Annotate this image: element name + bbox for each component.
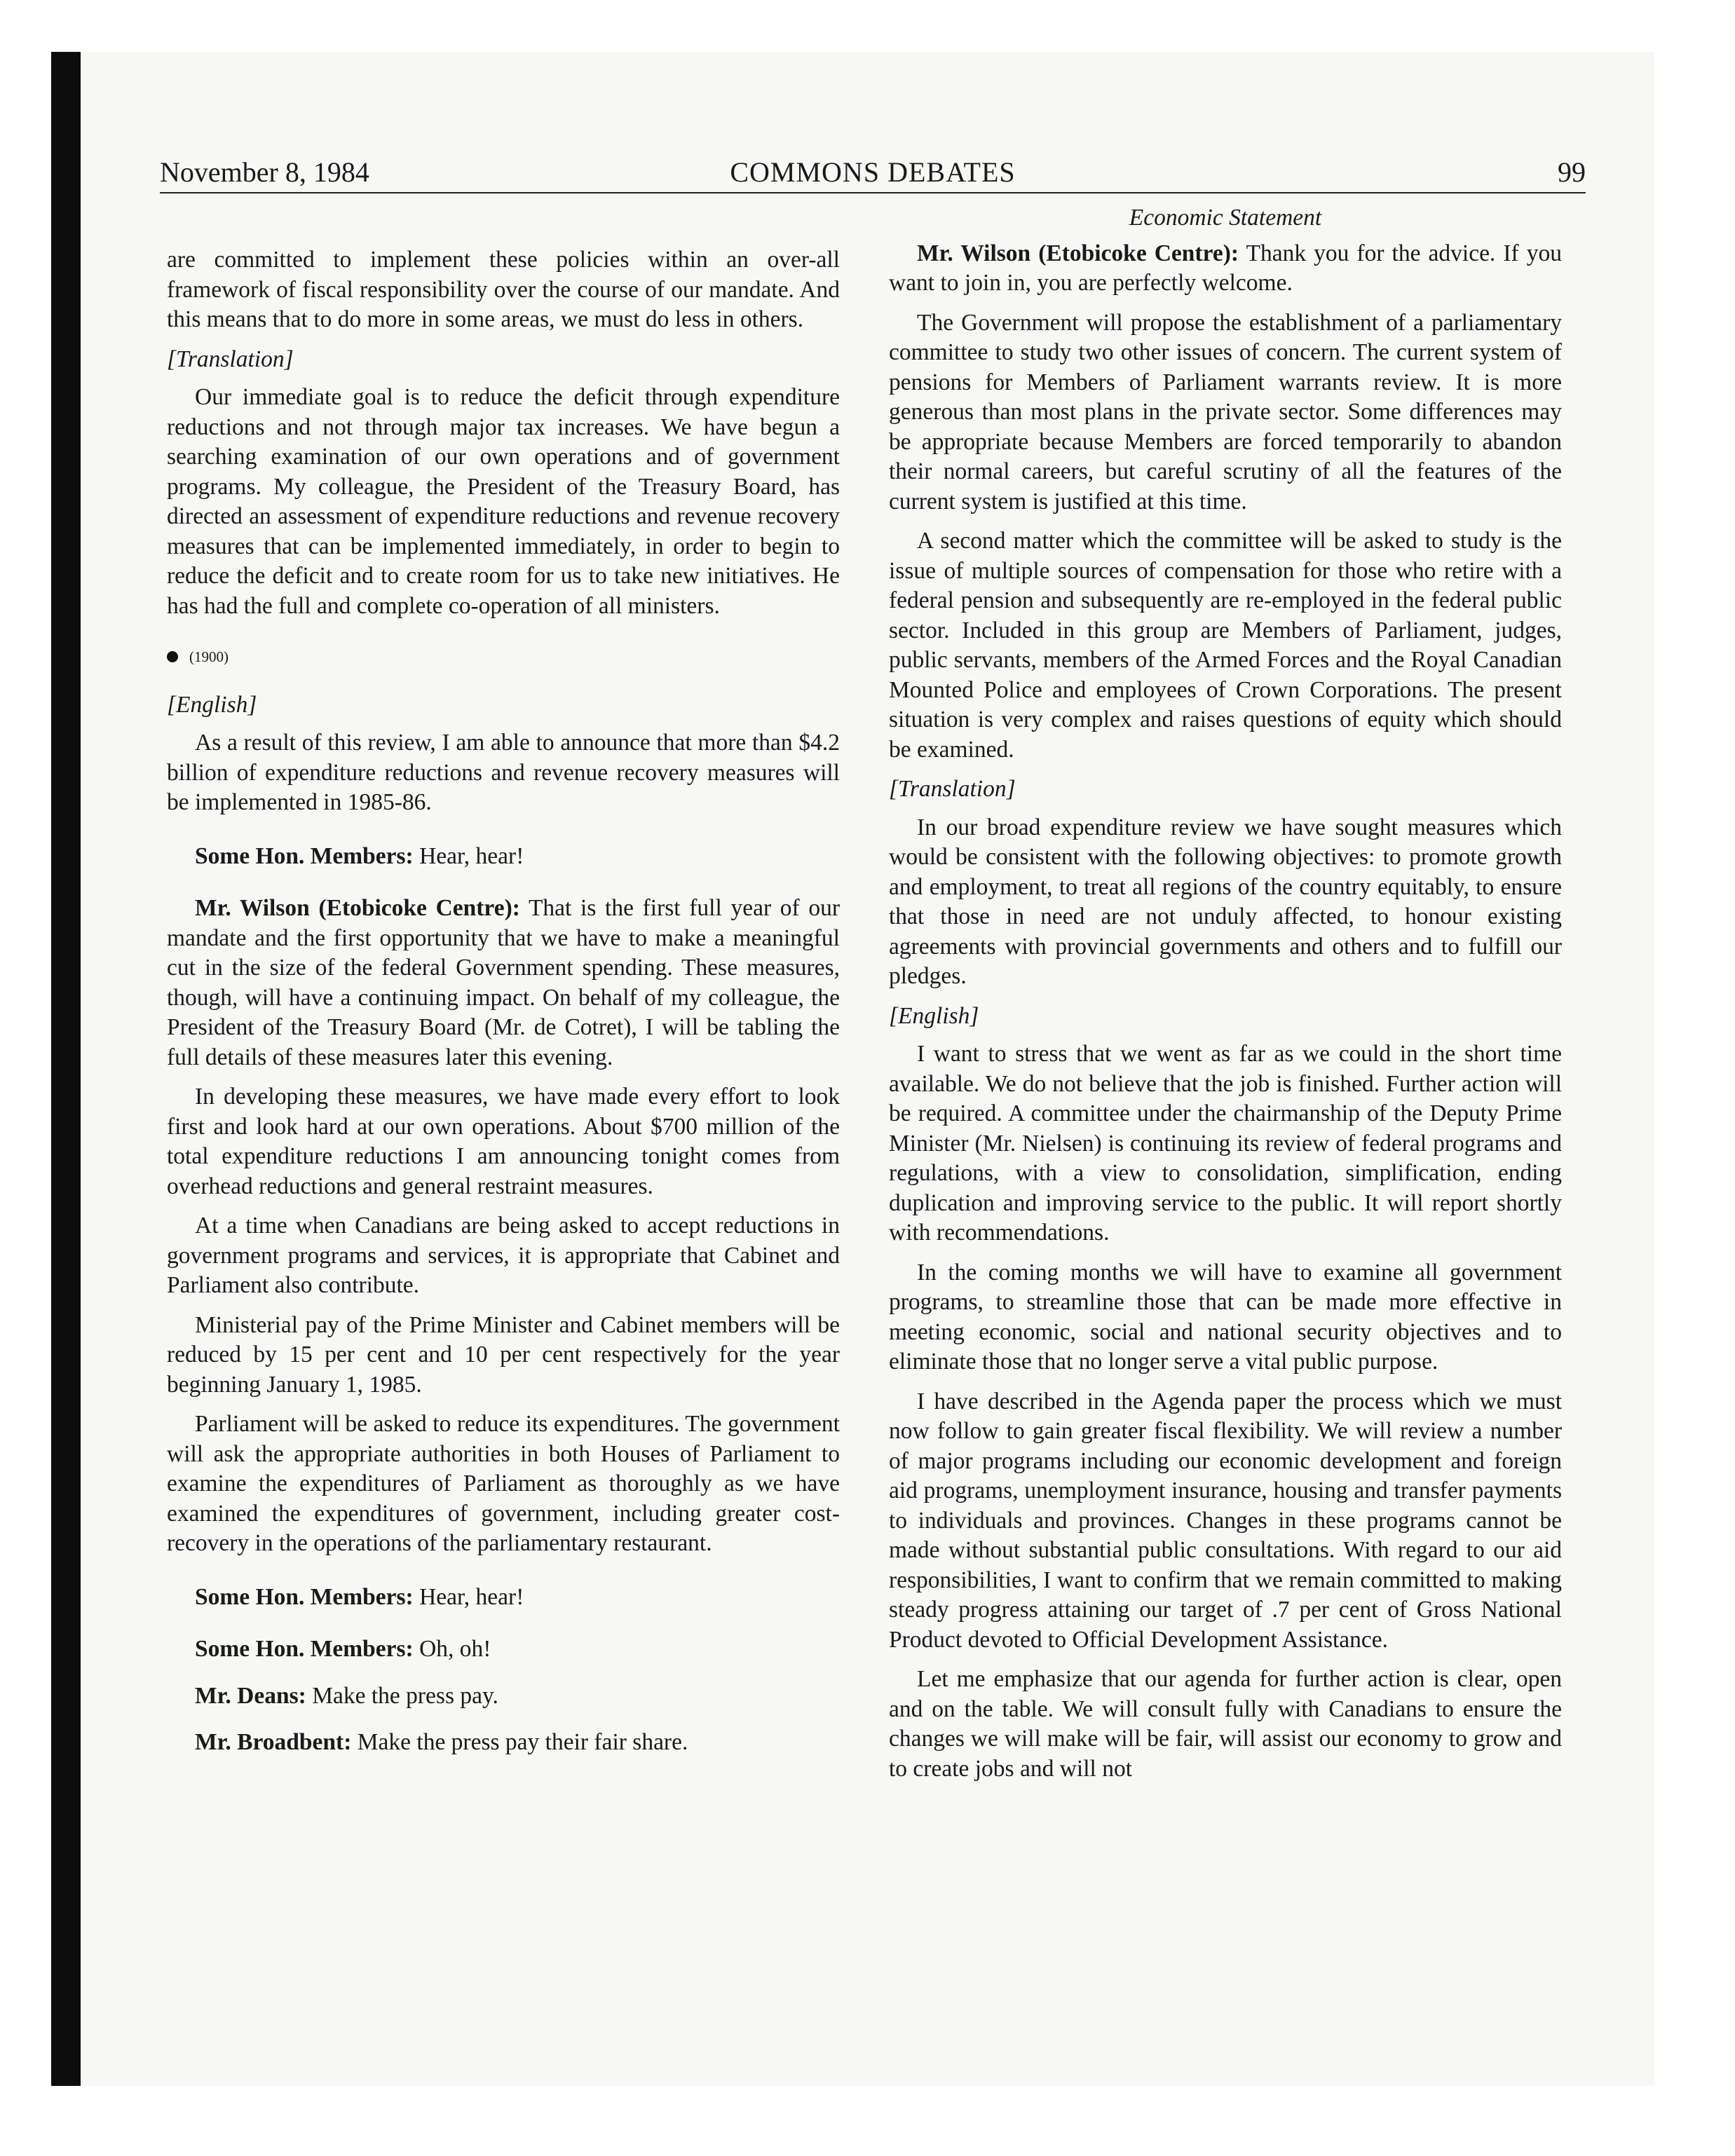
speech [167,894,840,1072]
paragraph: I have described in the Agenda paper the process which we must now follow to gain greater fiscal flexibility. We will review a number of major programs including our economic development and foreign aid programs, unemployment insurance, housing and transfer payments to individuals and provinces. Changes in these programs cannot be made without substantial public consultations. With regard to our aid responsibilities, I want to confirm that we remain committed to making steady progress attaining our target of .7 per cent of Gross National Product devoted to Official Development Assistance. [889,1388,1562,1653]
paragraph: Parliament will be asked to reduce its expenditures. The government will ask the appropriate authorities in both Houses of Parliament to examine the expenditures of Parliament as thoroughly as we have examined the expenditures of government, including greater cost-recovery in the operations of the parliamentary restaurant. [167,1411,840,1556]
paragraph: In developing these measures, we have made every effort to look first and look hard at our own operations. About $700 million of the total expenditure reductions I am announcing tonight comes from overhead reductions and general restraint measures. [167,1084,840,1199]
speaker-name: Mr. Broadbent: [195,1729,352,1755]
header-page-number: 99 [1558,156,1586,188]
speaker-name: Some Hon. Members: [195,1583,414,1610]
paragraph: As a result of this review, I am able to announce that more than $4.2 billion of expenditure reductions and revenue recovery measures will be implemented in 1985-86. [167,730,840,815]
paragraph: Let me emphasize that our agenda for further action is clear, open and on the table. We will consult fully with Canadians to ensure the changes we will make will be fair, will assist our economy to grow and to create jobs and will not [889,1666,1562,1782]
speech-text: Hear, hear! [413,1583,524,1610]
bullet-icon [167,651,178,662]
timestamp-marker [167,642,840,672]
paragraph: I want to stress that we went as far as we could in the short time available. We do not believe that the job is finished. Further action will be required. A committee under the chairmanship of the Deputy Prime Minister (Mr. Nielsen) is continuing its review of federal programs and regulations, with a view to consolidation, simplification, ending duplication and improving service to the public. It will report shortly with recommendations. [889,1041,1562,1246]
interjection [167,1583,840,1613]
right-column [889,203,1562,1794]
paragraph: In the coming months we will have to examine all government programs, to streamline those that can be made more effective in meeting economic, social and national security objectives and to eliminate those that no longer serve a vital public purpose. [889,1259,1562,1374]
language-rubric: [Translation] [889,776,1016,802]
speech-text: Oh, oh! [413,1636,491,1662]
paragraph: Our immediate goal is to reduce the deficit through expenditure reductions and not through major tax increases. We have begun a searching examination of our own operations and of government programs. My colleague, the President of the Treasury Board, has directed an assessment of expenditure reductions and revenue recovery measures that can be implemented immediately, in order to begin to reduce the deficit and to create room for us to take new initiatives. He has had the full and complete co-operation of all ministers. [167,384,840,619]
left-column [167,245,840,1775]
speaker-name: Mr. Wilson (Etobicoke Centre): [195,895,520,921]
timestamp: (1900) [189,648,229,665]
speech-text: That is the first full year of our mandate and the first opportunity that we have to make a meaningful cut in the size of the federal Government spending. These measures, though, will have a continuing impact. On behalf of my colleague, the President of the Treasury Board (Mr. de Cotret), I will be tabling the full details of these measures later this evening. [167,895,840,1070]
speaker-name: Mr. Wilson (Etobicoke Centre): [917,240,1239,266]
section-title: Economic Statement [1129,205,1322,231]
speech-text: Make the press pay their fair share. [351,1729,688,1755]
scan-edge [51,52,81,2086]
speech-text: Make the press pay. [306,1682,498,1709]
running-header [160,149,1586,193]
language-rubric: [English] [889,1002,979,1029]
paragraph: are committed to implement these policies within an over-all framework of fiscal responsibility over the course of our mandate. And this means that to do more in some areas, we must do less in others. [167,247,840,332]
language-rubric: [Translation] [167,346,294,372]
paragraph: At a time when Canadians are being asked to accept reductions in government programs and services, it is appropriate that Cabinet and Parliament also contribute. [167,1213,840,1298]
paragraph: The Government will propose the establishment of a parliamentary committee to study two other issues of concern. The current system of pensions for Members of Parliament warrants review. It is more generous than most plans in the private sector. Some differences may be appropriate because Members are forced temporarily to abandon their normal careers, but careful scrutiny of all the features of the current system is justified at this time. [889,309,1562,514]
paragraph: Ministerial pay of the Prime Minister and Cabinet members will be reduced by 15 per cent and 10 per cent respectively for the year beginning January 1, 1985. [167,1311,840,1398]
header-date: November 8, 1984 [160,156,369,188]
language-rubric: [English] [167,691,257,718]
speaker-name: Mr. Deans: [195,1682,306,1709]
speech-text: Thank you for the advice. If you want to join in, you are perfectly welcome. [889,240,1562,296]
interjection [167,1635,840,1665]
interjection [167,842,840,872]
paragraph: A second matter which the committee will be asked to study is the issue of multiple sources of compensation for those who retire with a federal pension and subsequently are re-employed in the federal public sector. Included in this group are Members of Parliament, judges, public servants, members of the Armed Forces and the Royal Canadian Mounted Police and employees of Crown Corporations. The present situation is very complex and raises questions of equity which should be examined. [889,528,1562,763]
interjection [167,1681,840,1712]
paragraph: In our broad expenditure review we have sought measures which would be consistent with the following objectives: to promote growth and employment, to treat all regions of the country equitably, to ensure that those in need are not unduly affected, to honour existing agreements with provincial governments and others and to fulfill our pledges. [889,814,1562,989]
header-journal-title: COMMONS DEBATES [730,156,1016,188]
speaker-name: Some Hon. Members: [195,842,414,869]
speech-text: Hear, hear! [413,842,524,869]
speech [889,239,1562,299]
speaker-name: Some Hon. Members: [195,1636,414,1662]
interjection [167,1728,840,1758]
